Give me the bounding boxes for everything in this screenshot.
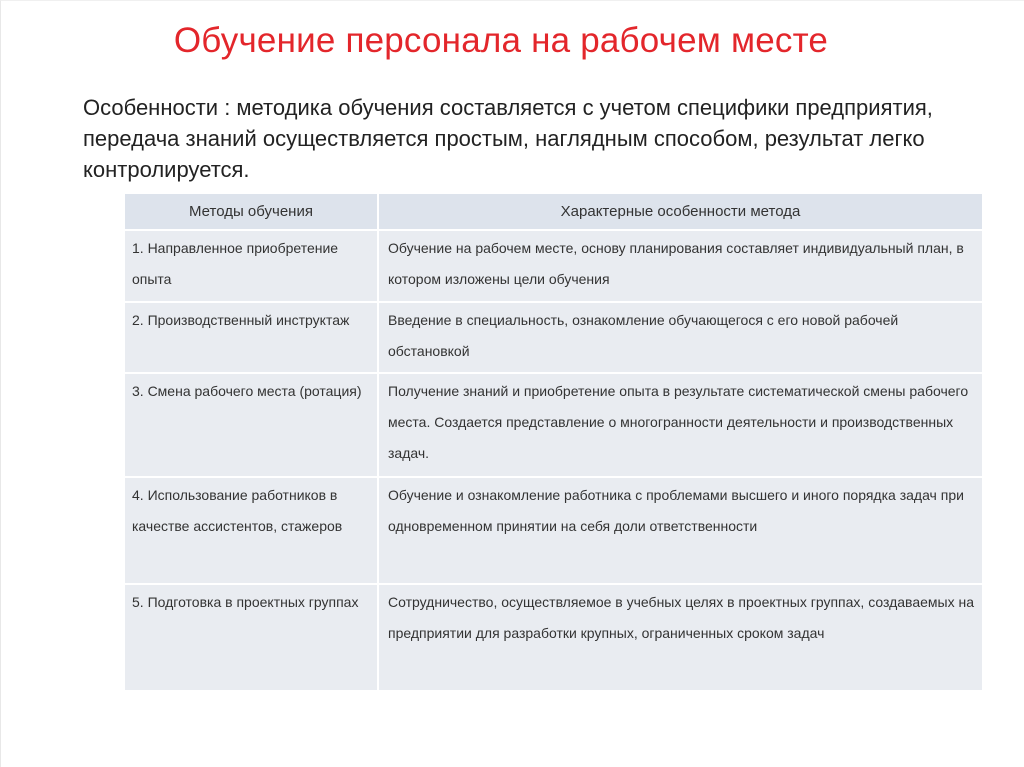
table-row: [125, 373, 982, 477]
features-cell: Обучение на рабочем месте, основу планирования составляет индивидуальный план, в котором изложены цели обучения: [378, 230, 982, 302]
table-row: [125, 230, 982, 302]
header-methods: Методы обучения: [125, 194, 378, 230]
table-row: [125, 477, 982, 584]
intro-text: Особенности : методика обучения составляется с учетом специфики предприятия, передача знаний осуществляется простым, наглядным способом, результат легко контролируется.: [83, 95, 933, 182]
features-cell: Сотрудничество, осуществляемое в учебных целях в проектных группах, создаваемых на предприятии для разработки крупных, ограниченных сроком задач: [378, 584, 982, 691]
features-cell: Получение знаний и приобретение опыта в результате систематической смены рабочего места. Создается представление о многогранности деятельности и производственных задач.: [378, 373, 982, 477]
header-features: Характерные особенности метода: [378, 194, 982, 230]
method-cell: 1. Направленное приобретение опыта: [125, 230, 378, 302]
methods-table: [125, 194, 982, 692]
method-cell: 4. Использование работников в качестве ассистентов, стажеров: [125, 477, 378, 584]
features-cell: Обучение и ознакомление работника с проблемами высшего и иного порядка задач при одновременном принятии на себя доли ответственности: [378, 477, 982, 584]
method-cell: 5. Подготовка в проектных группах: [125, 584, 378, 691]
method-cell: 2. Производственный инструктаж: [125, 302, 378, 373]
slide-title: Обучение персонала на рабочем месте: [173, 21, 829, 60]
table-row: [125, 302, 982, 373]
features-cell: Введение в специальность, ознакомление обучающегося с его новой рабочей обстановкой: [378, 302, 982, 373]
table-row: [125, 584, 982, 691]
method-cell: 3. Смена рабочего места (ротация): [125, 373, 378, 477]
table-header-row: [125, 194, 982, 230]
